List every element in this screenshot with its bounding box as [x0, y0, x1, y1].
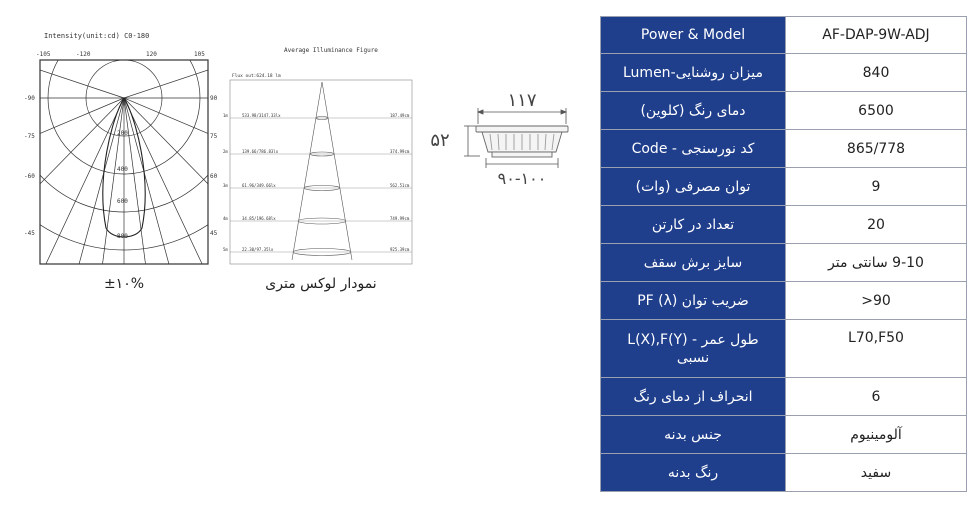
spec-row	[601, 168, 967, 206]
spec-row	[601, 54, 967, 92]
polar-left-tick: -45	[24, 230, 35, 237]
fixture-height-label: ۵۲	[430, 130, 450, 151]
lux-row-diameter: 374.99cm	[390, 149, 410, 154]
fixture-cut-label: ۹۰-۱۰۰	[497, 169, 547, 188]
polar-intensity-diagram	[24, 28, 224, 278]
polar-right-tick: 75	[210, 133, 218, 140]
lux-diagram	[222, 44, 414, 269]
spec-key: جنس بدنه	[601, 416, 786, 454]
fixture-width-label: ۱۱۷	[507, 90, 537, 111]
polar-right-tick: 60	[210, 173, 218, 180]
lux-row-dist: 3m	[223, 183, 228, 188]
spec-value: 9-10 سانتی متر	[786, 244, 967, 282]
spec-row	[601, 282, 967, 320]
spec-key: سایز برش سقف	[601, 244, 786, 282]
spec-key: Power & Model	[601, 17, 786, 54]
spec-row	[601, 92, 967, 130]
spec-value: 6500	[786, 92, 967, 130]
lux-row-dist: 1m	[223, 113, 228, 118]
spec-row	[601, 206, 967, 244]
polar-radial-tick: 400	[117, 166, 128, 173]
spec-row	[601, 320, 967, 378]
cut-dimension	[486, 158, 558, 168]
spec-row	[601, 454, 967, 492]
spec-value: 840	[786, 54, 967, 92]
lux-row-value: 34.85/196.68lx	[242, 216, 276, 221]
spec-value: 20	[786, 206, 967, 244]
spec-value: 865/778	[786, 130, 967, 168]
spec-key: رنگ بدنه	[601, 454, 786, 492]
polar-caption: ±۱۰%	[103, 276, 145, 292]
lux-caption: نمودار لوکس متری	[265, 276, 377, 292]
lux-title: Average Illuminance Figure	[284, 47, 378, 54]
lux-row-value: 61.96/349.66lx	[242, 183, 276, 188]
polar-right-tick: 90	[210, 95, 218, 102]
lux-header: Flux out:624.18 lm	[232, 74, 281, 79]
polar-radial-tick: 200	[117, 130, 128, 137]
polar-top-tick: 105	[194, 51, 205, 58]
polar-top-tick: 120	[146, 51, 157, 58]
lux-row-diameter: 187.49cm	[390, 113, 410, 118]
spec-row	[601, 130, 967, 168]
spec-key: کد نورسنجی - Code	[601, 130, 786, 168]
polar-left-tick: -75	[24, 133, 35, 140]
polar-top-tick: -105	[36, 51, 51, 58]
polar-top-tick: -120	[76, 51, 91, 58]
spec-key: میزان روشنایی-Lumen	[601, 54, 786, 92]
polar-right-tick: 45	[210, 230, 218, 237]
polar-radial-tick: 600	[117, 198, 128, 205]
lux-row-dist: 5m	[223, 247, 228, 252]
spec-value: 9	[786, 168, 967, 206]
spec-key: ضریب توان PF (λ)	[601, 282, 786, 320]
spec-key: توان مصرفی (وات)	[601, 168, 786, 206]
lux-cone	[292, 82, 352, 260]
spec-value: L70,F50	[786, 320, 967, 378]
fixture-body	[476, 126, 568, 157]
spec-table	[600, 16, 967, 492]
polar-radial-tick: 800	[117, 233, 128, 240]
polar-left-tick: -90	[24, 95, 35, 102]
spec-value: آلومینیوم	[786, 416, 967, 454]
spec-row	[601, 416, 967, 454]
spec-key: تعداد در کارتن	[601, 206, 786, 244]
lux-row-diameter: 749.99cm	[390, 216, 410, 221]
lux-row-value: 139.66/786.83lx	[242, 149, 279, 154]
spec-value: >90	[786, 282, 967, 320]
lux-row-value: 533.98/3147.33lx	[242, 113, 281, 118]
spec-key: انحراف از دمای رنگ	[601, 378, 786, 416]
lux-row-dist: 2m	[223, 149, 228, 154]
lux-row-value: 22.30/97.35lx	[242, 247, 274, 252]
spec-value: AF-DAP-9W-ADJ	[786, 17, 967, 54]
spec-row	[601, 244, 967, 282]
lux-row-diameter: 925.39cm	[390, 247, 410, 252]
polar-title: Intensity(unit:cd) C0-180	[44, 32, 150, 40]
spec-value: سفید	[786, 454, 967, 492]
spec-row	[601, 378, 967, 416]
fixture-drawing	[420, 86, 590, 196]
polar-left-tick: -60	[24, 173, 35, 180]
spec-key: دمای رنگ (کلوین)	[601, 92, 786, 130]
spec-row	[601, 17, 967, 54]
lux-row-diameter: 562.51cm	[390, 183, 410, 188]
spec-key: طول عمر - L(X),F(Y) نسبی	[601, 320, 786, 378]
polar-frame	[24, 28, 224, 278]
lux-row-dist: 4m	[223, 216, 228, 221]
spec-value: 6	[786, 378, 967, 416]
